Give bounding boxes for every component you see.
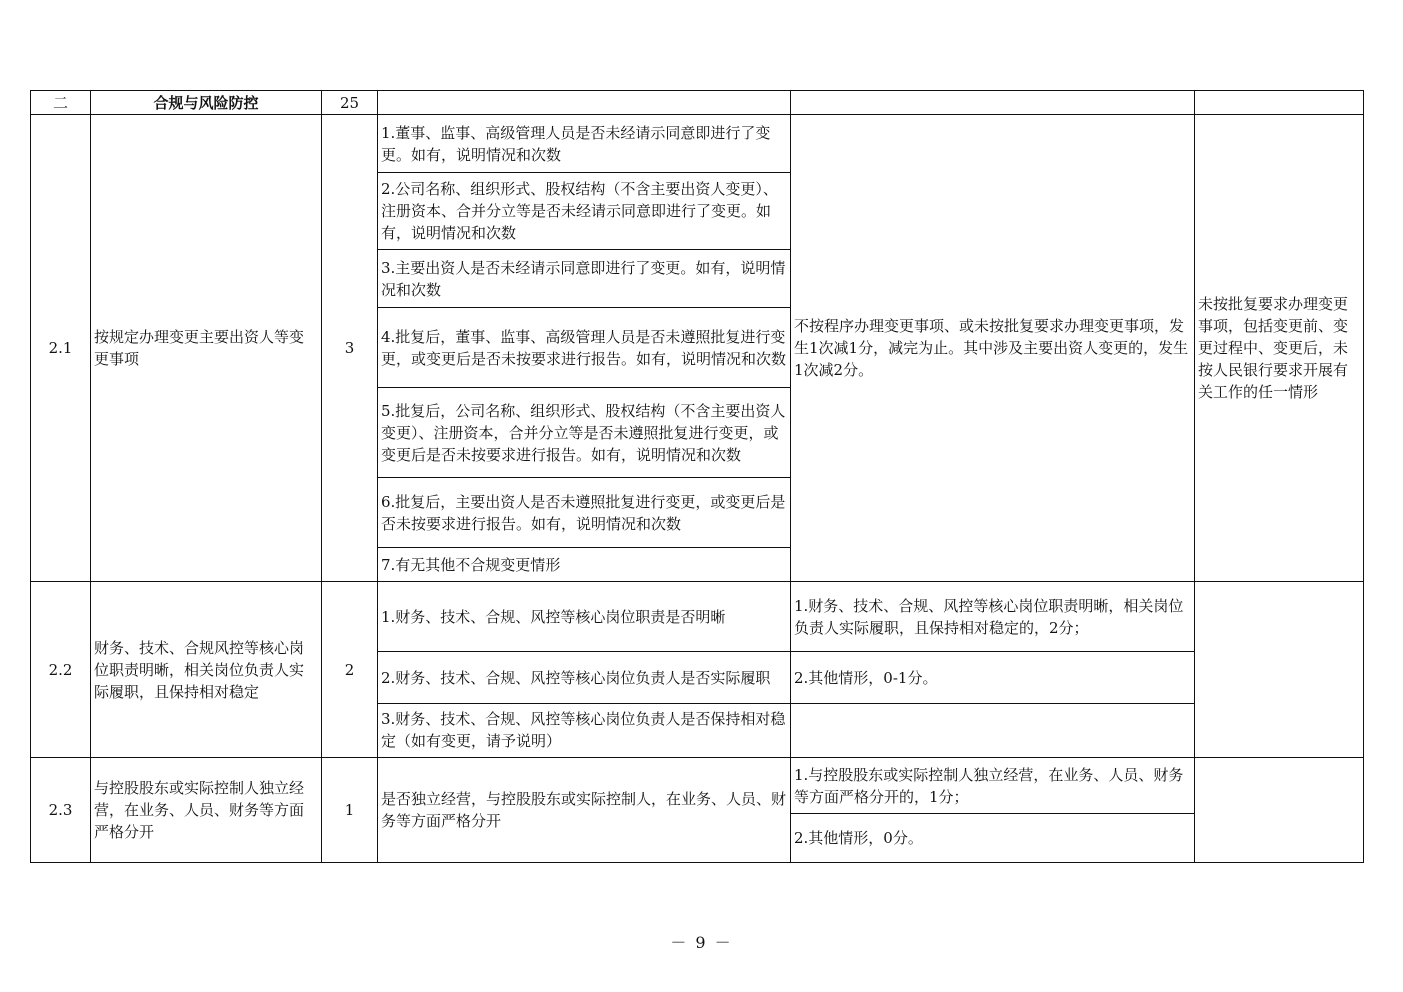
section-score: 25 [322,91,378,115]
row-item-cell [91,582,322,758]
row-standards-cell [791,582,1195,758]
table-row [31,115,1364,582]
content-list [378,115,790,581]
row-item-cell [91,115,322,582]
row-standard: 不按程序办理变更事项、或未按批复要求办理变更事项，发生1次减1分，减完为止。其中涉及主要出资人变更的，发生1次减2分。 [794,317,1189,379]
content-item: 1.财务、技术、合规、风控等核心岗位职责是否明晰 [378,582,790,652]
row-item: 财务、技术、合规风控等核心岗位职责明晰，相关岗位负责人实际履职，且保持相对稳定 [94,638,305,701]
row-standards-cell [791,758,1195,863]
row-number: 2.3 [31,758,91,863]
row-score: 3 [322,115,378,582]
row-contents-cell [378,582,791,758]
content-item: 3.财务、技术、合规、风控等核心岗位负责人是否保持相对稳定（如有变更，请予说明） [381,710,786,750]
row-item: 按规定办理变更主要出资人等变更事项 [94,328,305,368]
row-note [1195,582,1364,758]
row-item: 与控股股东或实际控制人独立经营，在业务、人员、财务等方面严格分开 [94,779,305,841]
page-number: － 9 － [670,933,733,952]
content-item: 5.批复后，公司名称、组织形式、股权结构（不含主要出资人变更）、注册资本，合并分立等是否未遵照批复进行变更，或变更后是否未按要求进行报告。如有，说明情况和次数 [378,388,790,478]
row-note [1195,758,1364,863]
row-number: 2.2 [31,582,91,758]
standard-list [791,582,1194,757]
section-header-row [31,91,1364,115]
row-item-cell [91,758,322,863]
row-contents-cell [378,115,791,582]
section-standard [791,91,1195,115]
standard-item: 2.其他情形，0分。 [794,828,923,847]
standard-item: 1.与控股股东或实际控制人独立经营，在业务、人员、财务等方面严格分开的，1分； [791,758,1194,814]
section-number: 二 [31,91,91,115]
content-item: 1.董事、监事、高级管理人员是否未经请示同意即进行了变更。如有，说明情况和次数 [378,115,790,173]
standard-list [791,758,1194,862]
standard-item: 2.其他情形，0-1分。 [791,652,1194,704]
content-item: 3.主要出资人是否未经请示同意即进行了变更。如有，说明情况和次数 [378,250,790,308]
section-title: 合规与风险防控 [91,91,322,115]
row-number: 2.1 [31,115,91,582]
content-item: 2.财务、技术、合规、风控等核心岗位负责人是否实际履职 [378,652,790,704]
row-standard-cell [791,115,1195,582]
row-content-cell [378,758,791,863]
content-list [378,582,790,757]
content-item: 2.公司名称、组织形式、股权结构（不含主要出资人变更）、注册资本、合并分立等是否未经请示同意即进行了变更。如有，说明情况和次数 [378,173,790,250]
section-content [378,91,791,115]
standard-item: 1.财务、技术、合规、风控等核心岗位职责明晰，相关岗位负责人实际履职，且保持相对稳定的，2分； [791,582,1194,652]
content-item: 4.批复后，董事、监事、高级管理人员是否未遵照批复进行变更，或变更后是否未按要求进行报告。如有，说明情况和次数 [378,308,790,388]
content-item: 7.有无其他不合规变更情形 [381,555,561,574]
row-score: 2 [322,582,378,758]
row-content: 是否独立经营，与控股股东或实际控制人，在业务、人员、财务等方面严格分开 [381,790,787,830]
row-note-cell [1195,115,1364,582]
row-score: 1 [322,758,378,863]
content-item: 6.批复后，主要出资人是否未遵照批复进行变更，或变更后是否未按要求进行报告。如有，说明情况和次数 [378,478,790,548]
standard-item-empty [791,704,1194,756]
row-note: 未按批复要求办理变更事项，包括变更前、变更过程中、变更后，未按人民银行要求开展有关工作的任一情形 [1198,295,1349,401]
table-row [31,582,1364,758]
evaluation-table [30,90,1364,863]
table-row [31,758,1364,863]
section-note [1195,91,1364,115]
